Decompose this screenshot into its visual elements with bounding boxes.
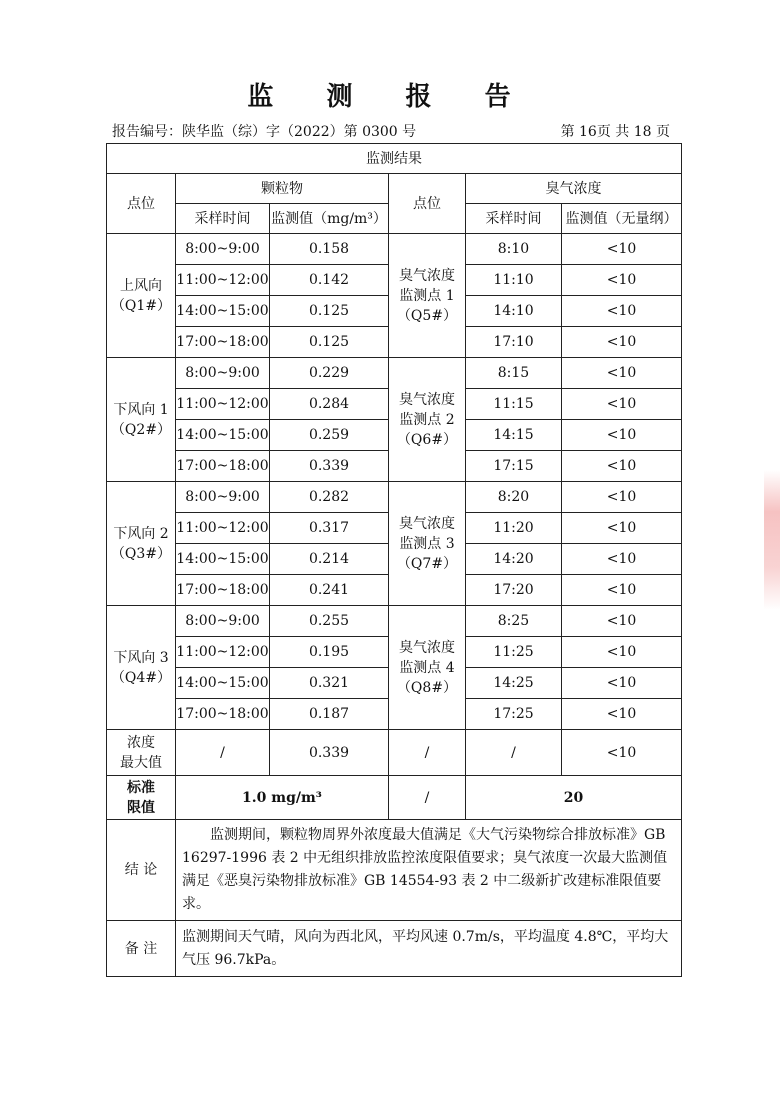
odor-sample-time: 11:25 — [466, 637, 562, 668]
pm-sample-time: 11:00~12:00 — [176, 389, 270, 420]
max-pm-time: / — [176, 730, 270, 776]
pm-value: 0.142 — [270, 265, 389, 296]
pm-sample-time: 14:00~15:00 — [176, 544, 270, 575]
remarks-label: 备 注 — [107, 921, 176, 977]
pm-value: 0.282 — [270, 482, 389, 513]
odor-point-label: 臭气浓度 监测点 4 （Q8#） — [389, 606, 466, 730]
odor-sample-time: 14:15 — [466, 420, 562, 451]
pm-sample-time: 8:00~9:00 — [176, 606, 270, 637]
pm-value: 0.321 — [270, 668, 389, 699]
pm-value: 0.195 — [270, 637, 389, 668]
pm-point-label: 下风向 3 （Q4#） — [107, 606, 176, 730]
odor-sample-time: 17:20 — [466, 575, 562, 606]
odor-value: <10 — [562, 668, 682, 699]
remarks-text: 监测期间天气晴，风向为西北风，平均风速 0.7m/s，平均温度 4.8℃，平均大气压 96.7kPa。 — [176, 921, 682, 977]
pm-value: 0.255 — [270, 606, 389, 637]
max-pm-value: 0.339 — [270, 730, 389, 776]
header-sample-time-pm: 采样时间 — [176, 204, 270, 234]
odor-sample-time: 11:20 — [466, 513, 562, 544]
odor-sample-time: 11:10 — [466, 265, 562, 296]
odor-value: <10 — [562, 699, 682, 730]
odor-value: <10 — [562, 358, 682, 389]
header-value-pm: 监测值（mg/m³） — [270, 204, 389, 234]
max-label: 浓度 最大值 — [107, 730, 176, 776]
odor-sample-time: 17:10 — [466, 327, 562, 358]
table-row — [107, 234, 682, 265]
pm-value: 0.317 — [270, 513, 389, 544]
pm-sample-time: 17:00~18:00 — [176, 451, 270, 482]
header-point-pm: 点位 — [107, 174, 176, 234]
odor-sample-time: 8:15 — [466, 358, 562, 389]
max-odor-point: / — [389, 730, 466, 776]
odor-value: <10 — [562, 544, 682, 575]
pm-sample-time: 14:00~15:00 — [176, 668, 270, 699]
odor-point-label: 臭气浓度 监测点 2 （Q6#） — [389, 358, 466, 482]
pm-value: 0.158 — [270, 234, 389, 265]
conclusion-label: 结 论 — [107, 820, 176, 921]
limit-pm: 1.0 mg/m³ — [176, 776, 389, 820]
odor-sample-time: 8:10 — [466, 234, 562, 265]
header-odor: 臭气浓度 — [466, 174, 682, 204]
pm-sample-time: 17:00~18:00 — [176, 327, 270, 358]
header-sample-time-odor: 采样时间 — [466, 204, 562, 234]
pm-sample-time: 14:00~15:00 — [176, 420, 270, 451]
odor-sample-time: 8:25 — [466, 606, 562, 637]
odor-value: <10 — [562, 451, 682, 482]
odor-sample-time: 8:20 — [466, 482, 562, 513]
odor-sample-time: 17:25 — [466, 699, 562, 730]
odor-value: <10 — [562, 575, 682, 606]
pm-sample-time: 8:00~9:00 — [176, 358, 270, 389]
odor-value: <10 — [562, 389, 682, 420]
table-row — [107, 482, 682, 513]
odor-sample-time: 14:20 — [466, 544, 562, 575]
conclusion-text: 监测期间，颗粒物周界外浓度最大值满足《大气污染物综合排放标准》GB 16297-1996 表 2 中无组织排放监控浓度限值要求；臭气浓度一次最大监测值满足《恶臭污染物排放标准》GB 14554-93 表 2 中二级新扩改建标准限值要求。 — [176, 820, 682, 921]
odor-value: <10 — [562, 482, 682, 513]
odor-value: <10 — [562, 637, 682, 668]
odor-value: <10 — [562, 513, 682, 544]
pm-sample-time: 11:00~12:00 — [176, 637, 270, 668]
pm-value: 0.125 — [270, 327, 389, 358]
limit-label: 标准 限值 — [107, 776, 176, 820]
pm-value: 0.339 — [270, 451, 389, 482]
pm-sample-time: 17:00~18:00 — [176, 575, 270, 606]
odor-value: <10 — [562, 234, 682, 265]
pm-sample-time: 8:00~9:00 — [176, 234, 270, 265]
odor-value: <10 — [562, 327, 682, 358]
pm-value: 0.187 — [270, 699, 389, 730]
pm-point-label: 下风向 1 （Q2#） — [107, 358, 176, 482]
pm-point-label: 上风向 （Q1#） — [107, 234, 176, 358]
pm-sample-time: 11:00~12:00 — [176, 265, 270, 296]
pm-sample-time: 11:00~12:00 — [176, 513, 270, 544]
header-particulate: 颗粒物 — [176, 174, 389, 204]
pm-value: 0.214 — [270, 544, 389, 575]
seal-stamp-edge — [764, 470, 780, 610]
pm-value: 0.259 — [270, 420, 389, 451]
odor-sample-time: 14:10 — [466, 296, 562, 327]
odor-sample-time: 11:15 — [466, 389, 562, 420]
monitoring-results-table — [106, 143, 682, 977]
odor-point-label: 臭气浓度 监测点 3 （Q7#） — [389, 482, 466, 606]
max-odor-time: / — [466, 730, 562, 776]
odor-value: <10 — [562, 296, 682, 327]
header-value-odor: 监测值（无量纲） — [562, 204, 682, 234]
pm-point-label: 下风向 2 （Q3#） — [107, 482, 176, 606]
odor-value: <10 — [562, 420, 682, 451]
page-info: 第 16页 共 18 页 — [560, 124, 670, 140]
report-number: 报告编号：陕华监（综）字（2022）第 0300 号 — [112, 124, 417, 140]
odor-sample-time: 17:15 — [466, 451, 562, 482]
header-point-odor: 点位 — [389, 174, 466, 234]
table-row — [107, 358, 682, 389]
odor-value: <10 — [562, 606, 682, 637]
pm-sample-time: 8:00~9:00 — [176, 482, 270, 513]
table-row — [107, 606, 682, 637]
max-odor-value: <10 — [562, 730, 682, 776]
pm-sample-time: 14:00~15:00 — [176, 296, 270, 327]
page-title: 监 测 报 告 — [247, 82, 533, 112]
pm-value: 0.241 — [270, 575, 389, 606]
pm-value: 0.125 — [270, 296, 389, 327]
pm-value: 0.229 — [270, 358, 389, 389]
limit-odor: 20 — [466, 776, 682, 820]
odor-value: <10 — [562, 265, 682, 296]
pm-value: 0.284 — [270, 389, 389, 420]
pm-sample-time: 17:00~18:00 — [176, 699, 270, 730]
odor-point-label: 臭气浓度 监测点 1 （Q5#） — [389, 234, 466, 358]
limit-odor-point: / — [389, 776, 466, 820]
odor-sample-time: 14:25 — [466, 668, 562, 699]
section-header: 监测结果 — [107, 144, 682, 174]
